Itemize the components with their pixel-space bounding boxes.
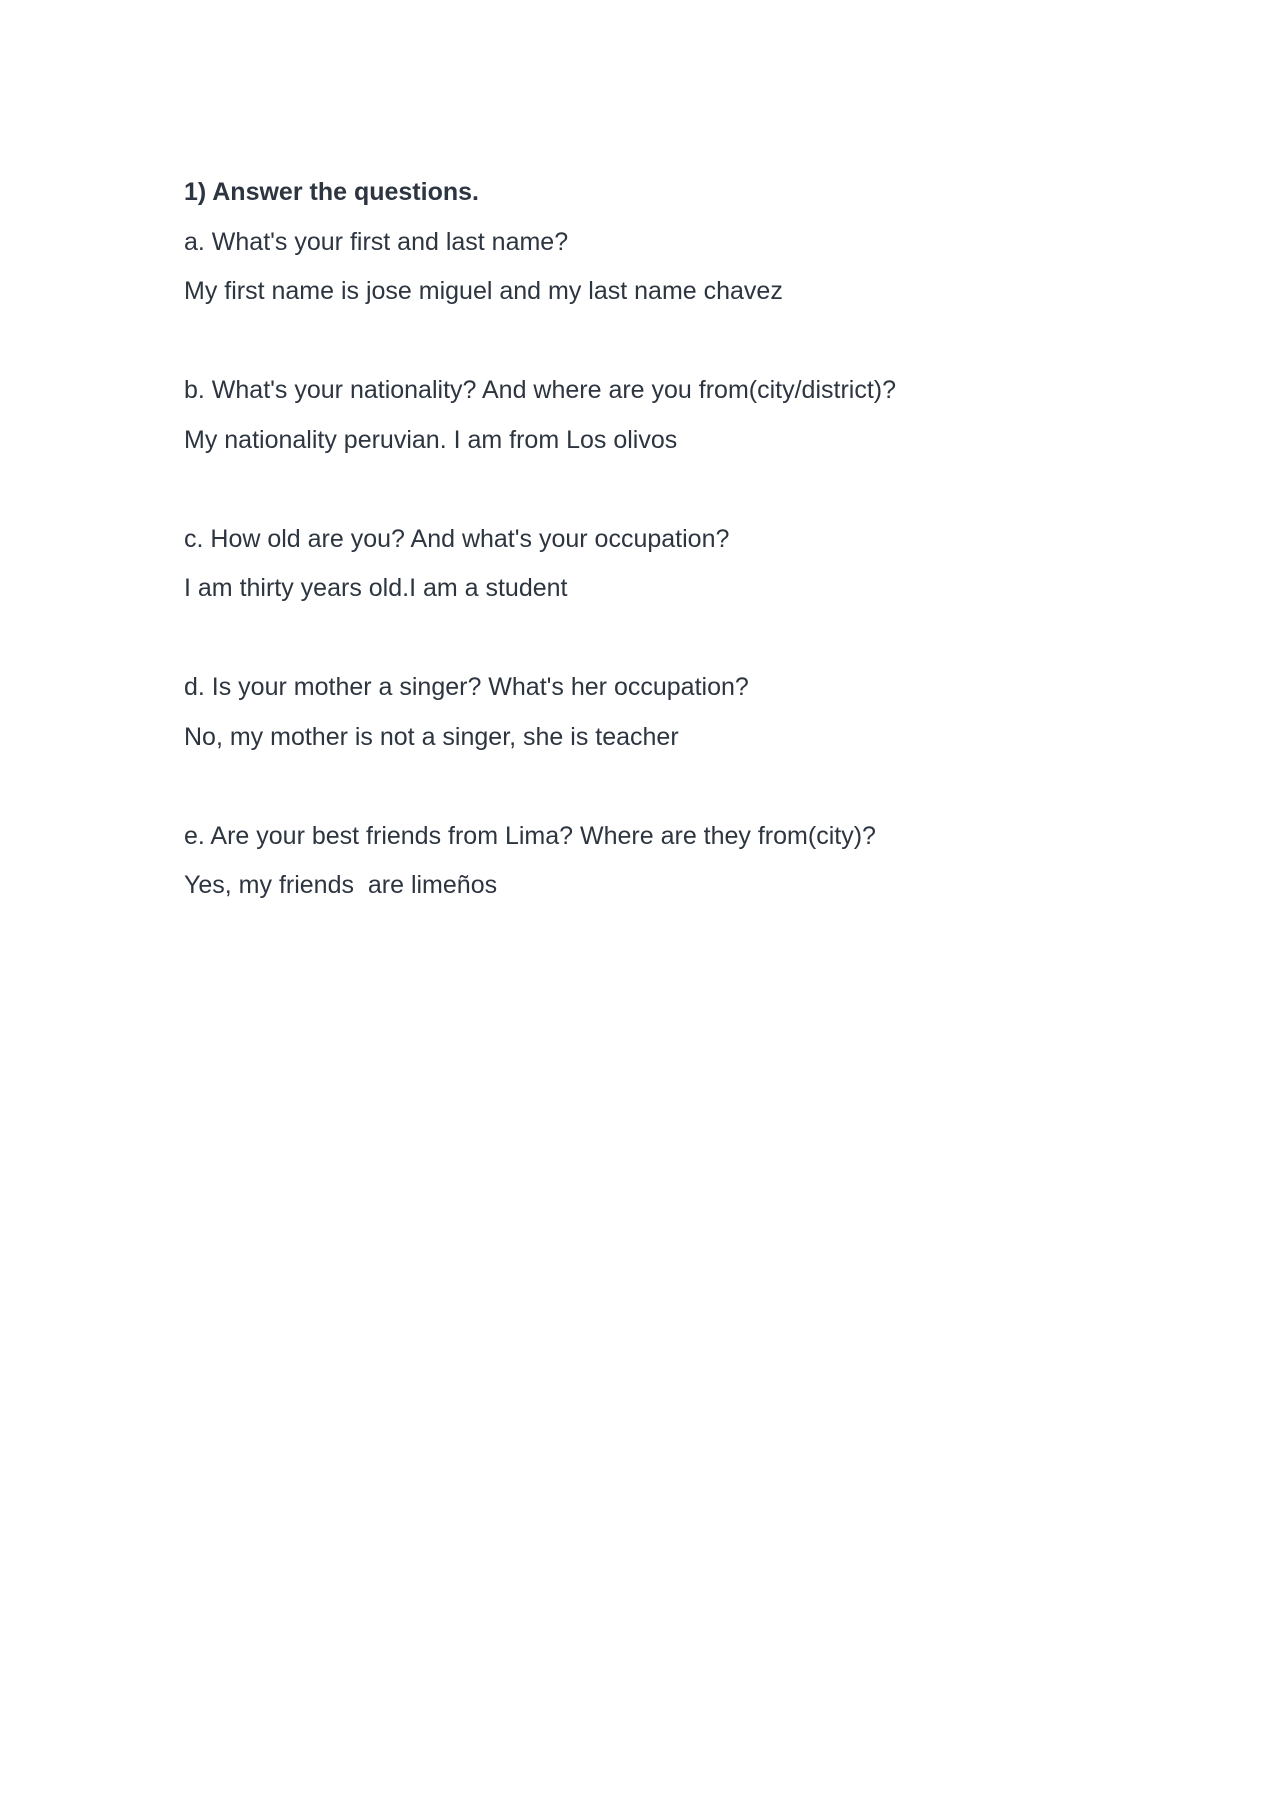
answer-d: No, my mother is not a singer, she is teacher [184,722,679,751]
answer-c: I am thirty years old.I am a student [184,574,568,602]
question-b: b. What's your nationality? And where are you from(city/district)? [184,376,897,404]
question-d: d. Is your mother a singer? What's her occupation? [184,673,749,701]
answer-a: My first name is jose miguel and my last name chavez [184,277,783,305]
spacer [184,465,1144,515]
question-e: e. Are your best friends from Lima? Where are they from(city)? [184,821,876,850]
spacer [184,317,1144,367]
answer-e: Yes, my friends are limeños [184,871,498,899]
answer-b: My nationality peruvian. I am from Los olivos [184,425,678,454]
exercise-heading: 1) Answer the questions. [184,178,479,206]
question-c: c. How old are you? And what's your occupation? [184,524,730,553]
spacer [184,614,1144,664]
spacer [184,762,1144,812]
question-a: a. What's your first and last name? [184,227,569,256]
document-content [184,168,1144,911]
